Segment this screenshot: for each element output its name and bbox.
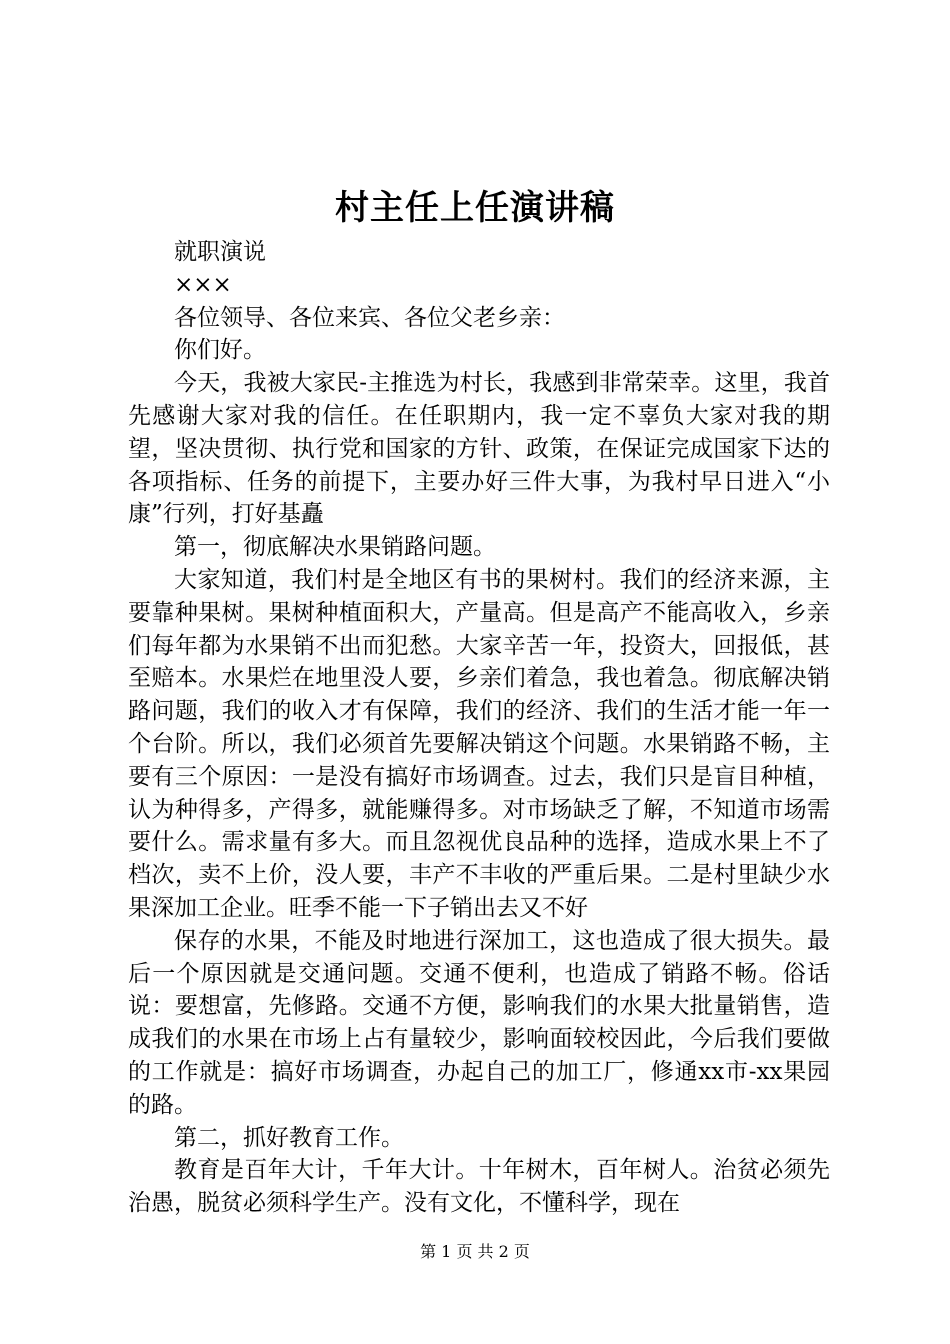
paragraph-point-one-body: 大家知道，我们村是全地区有书的果树村。我们的经济来源，主要靠种果树。果树种植面积大，产量高。但是高产不能高收入，乡亲们每年都为水果销不出而犯愁。大家辛苦一年，投资大，回报低，甚至赔本。水果烂在地里没人要，乡亲们着急，我也着急。彻底解决销路问题，我们的收入才有保障，我们的经济、我们的生活才能一年一个台阶。所以，我们必须首先要解决销这个问题。水果销路不畅，主要有三个原因：一是没有搞好市场调查。过去，我们只是盲目种植，认为种得多，产得多，就能赚得多。对市场缺乏了解，不知道市场需要什么。需求量有多大。而且忽视优良品种的选择，造成水果上不了档次，卖不上价，没人要，丰产不丰收的严重后果。二是村里缺少水果深加工企业。旺季不能一下子销出去又不好: [128, 566, 830, 921]
document-body: [128, 236, 830, 1220]
paragraph-point-one-heading: 第一，彻底解决水果销路问题。: [174, 534, 496, 561]
page-number-footer: 第 1 页 共 2 页: [420, 1242, 530, 1261]
paragraph-intro: 今天，我被大家民-主推选为村长，我感到非常荣幸。这里，我首先感谢大家对我的信任。在任职期内，我一定不辜负大家对我的期望，坚决贯彻、执行党和国家的方针、政策，在保证完成国家下达的各项指标、任务的前提下，主要办好三件大事，为我村早日进入“小康”行列，打好基矗: [128, 370, 830, 528]
paragraph-salutation: 各位领导、各位来宾、各位父老乡亲：: [174, 304, 565, 331]
paragraph-greeting-heading: 就职演说: [174, 239, 266, 265]
paragraph-point-one-continued: 保存的水果，不能及时地进行深加工，这也造成了很大损失。最后一个原因就是交通问题。交通不便利，也造成了销路不畅。俗话说：要想富，先修路。交通不方便，影响我们的水果大批量销售，造成我们的水果在市场上占有量较少，影响面较校因此，今后我们要做的工作就是：搞好市场调查，办起自己的加工厂，修通xx市-xx果园的路。: [128, 927, 830, 1118]
paragraph-point-two-body: 教育是百年大计，千年大计。十年树木，百年树人。治贫必须先治愚，脱贫必须科学生产。没有文化，不懂科学，现在: [128, 1157, 830, 1217]
document-title: 村主任上任演讲稿: [335, 188, 615, 228]
paragraph-speaker-name: ×××: [174, 271, 232, 298]
paragraph-hello: 你们好。: [174, 337, 266, 364]
paragraph-point-two-heading: 第二，抓好教育工作。: [174, 1124, 404, 1151]
